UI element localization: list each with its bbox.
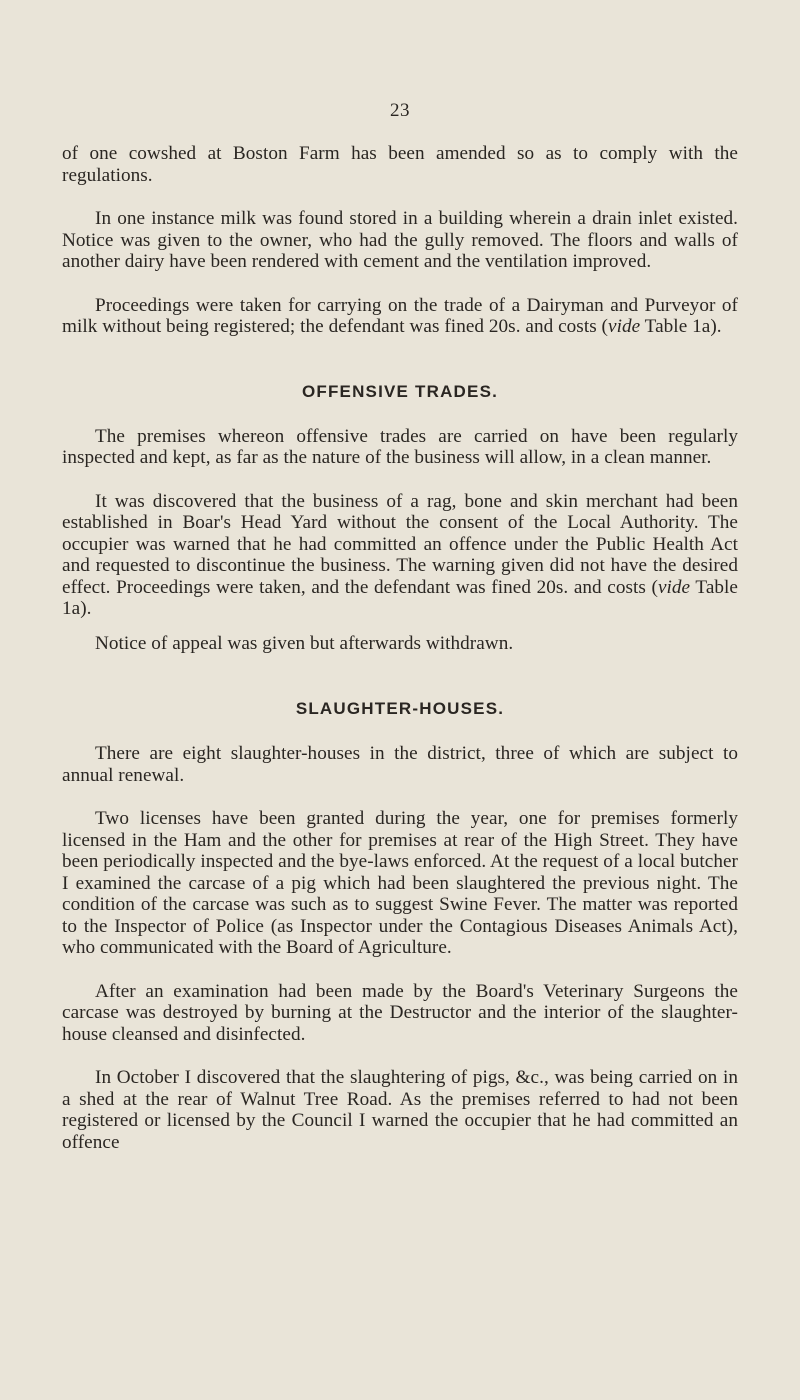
- paragraph-notice-of-appeal: Notice of appeal was given but afterwards withdrawn.: [95, 632, 514, 654]
- merchant-text-end: Table 1a).: [62, 576, 738, 619]
- paragraph-rag-bone-merchant: [62, 491, 738, 620]
- paragraph-cowshed: of one cowshed at Boston Farm has been amended so as to comply with the regulations.: [62, 143, 738, 186]
- vide-reference: vide: [657, 576, 691, 598]
- heading-slaughter-houses: SLAUGHTER-HOUSES.: [295, 699, 505, 718]
- dairyman-text-start: Proceedings were taken for carrying on the trade of a Dairyman and Purveyor of milk without being registered; the defendant was fined 20s. and costs (: [62, 294, 738, 337]
- paragraph-slaughter-house-count: There are eight slaughter-houses in the district, three of which are subject to annual renewal.: [62, 743, 738, 786]
- paragraph-walnut-tree-road: In October I discovered that the slaughtering of pigs, &c., was being carried on in a shed at the rear of Walnut Tree Road. As the premises referred to had not been registered or licensed by the Council I warned the occupier that he had committed an offence: [62, 1067, 738, 1153]
- page-number: 23: [390, 100, 410, 121]
- dairyman-text-end: Table 1a).: [640, 316, 722, 337]
- merchant-text-start: It was discovered that the business of a rag, bone and skin merchant had been established in Boar's Head Yard without the consent of the Local Authority. The occupier was warned that he had committed an offence under the Public Health Act and requested to discontinue the business. The warning given did not have the desired effect. Proceedings were taken, and the defendant was fined 20s. and costs (: [62, 490, 738, 598]
- vide-reference: vide: [608, 316, 641, 337]
- paragraph-veterinary-examination: After an examination had been made by the Board's Veterinary Surgeons the carcase was destroyed by burning at the Destructor and the interior of the slaughter-house cleansed and disinfected.: [62, 980, 738, 1045]
- paragraph-milk-storage: In one instance milk was found stored in a building wherein a drain inlet existed. Notice was given to the owner, who had the gully removed. The floors and walls of another dairy have been rendered with cement and the ventilation improved.: [62, 208, 738, 272]
- paragraph-licenses-granted: Two licenses have been granted during the year, one for premises formerly licensed in the Ham and the other for premises at rear of the High Street. They have been periodically inspected and the bye-laws enforced. At the request of a local butcher I examined the carcase of a pig which had been slaughtered the previous night. The condition of the carcase was such as to suggest Swine Fever. The matter was reported to the Inspector of Police (as Inspector under the Contagious Diseases Animals Act), who communicated with the Board of Agriculture.: [62, 808, 738, 958]
- page-body: [62, 143, 738, 1153]
- paragraph-offensive-premises: The premises whereon offensive trades are carried on have been regularly inspected and kept, as far as the nature of the business will allow, in a clean manner.: [62, 425, 738, 468]
- paragraph-dairyman-proceedings: [62, 295, 738, 338]
- heading-offensive-trades: OFFENSIVE TRADES.: [301, 381, 499, 401]
